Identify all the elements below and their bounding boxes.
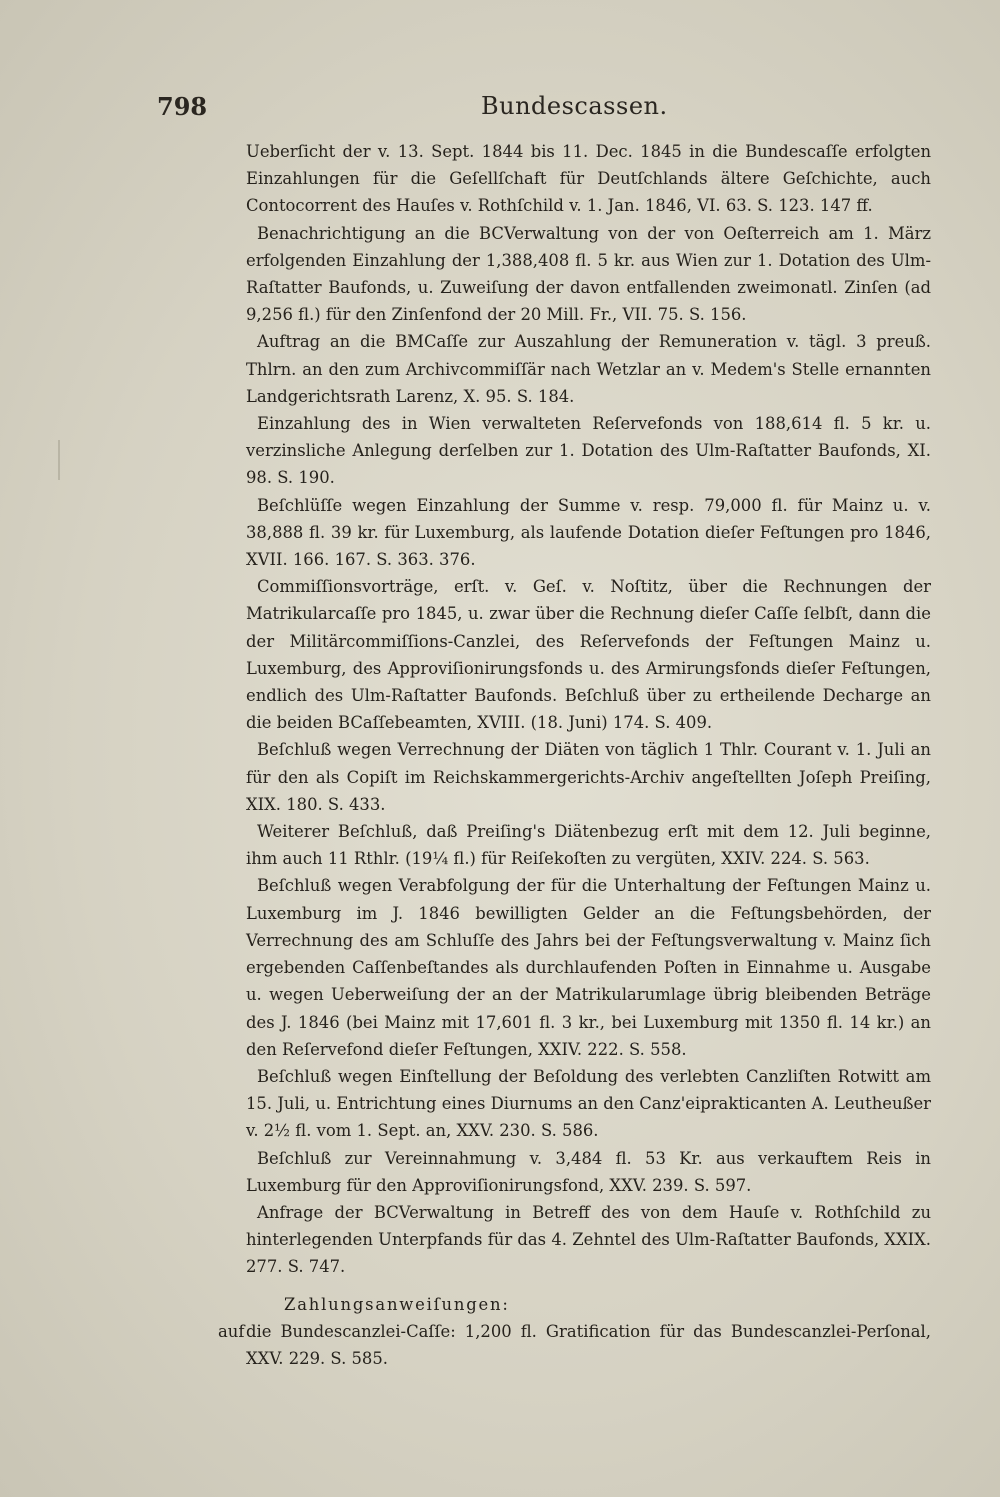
index-entry: Auftrag an die BMCaſſe zur Auszahlung der Remuneration v. tägl. 3 preuß. Thlrn. an den zum Archivcommiſſär nach Wetzlar an v. Medem's Stelle ernannten Landgerichtsrath Larenz, X. 95. S. 184.: [246, 332, 931, 406]
index-entry: Anfrage der BCVerwaltung in Betreff des von dem Hauſe v. Rothſchild zu hinterlegenden Unterpfands für das 4. Zehntel des Ulm-Raſtatter Baufonds, XXIX. 277. S. 747.: [246, 1202, 931, 1277]
running-head: Bundescassen.: [481, 92, 668, 120]
page-header: [157, 92, 947, 128]
index-entry: Ueberſicht der v. 13. Sept. 1844 bis 11. Dec. 1845 in die Bundescaſſe erfolgten Einzahlungen für die Geſellſchaft für Deutſchlands ältere Geſchichte, auch Contocorrent des Hauſes v. Rothſchild v. 1. Jan. 1846, VI. 63. S. 123. 147 ff.: [246, 142, 931, 216]
index-entry: Beſchluß wegen Einſtellung der Beſoldung des verlebten Canzliſten Rotwitt am 15. Juli, u. Entrichtung eines Diurnums an den Canz'eiprakticanten A. Leutheußer v. 2½ fl. vom 1. Sept. an, XXV. 230. S. 586.: [246, 1066, 931, 1141]
index-entry: Beſchlüſſe wegen Einzahlung der Summe v. resp. 79,000 fl. für Mainz u. v. 38,888 fl. 39 kr. für Luxemburg, als laufende Dotation dieſer Feſtungen pro 1846, XVII. 166. 167. S. 363. 376.: [246, 495, 931, 570]
page-number: 798: [157, 92, 208, 121]
index-entry: Beſchluß wegen Verabfolgung der für die Unterhaltung der Feſtungen Mainz u. Luxemburg im J. 1846 bewilligten Gelder an die Feſtungsbehörden, der Verrechnung des am Schluſſe des Jahrs bei der Feſtungsverwaltung v. Mainz ſich ergebenden Caſſenbeſtandes als durchlaufenden Poſten in Einnahme u. Ausgabe u. wegen Ueberweiſung der an der Matrikularumlage übrig bleibenden Beträge des J. 1846 (bei Mainz mit 17,601 fl. 3 kr., bei Luxemburg mit 1350 fl. 14 kr.) an den Reſervefond dieſer Feſtungen, XXIV. 222. S. 558.: [246, 876, 931, 1059]
sub-entry-text: die Bundescanzlei-Caſſe: 1,200 fl. Gratification für das Bundescanzlei-Perſonal, XXV. 229. S. 585.: [246, 1321, 931, 1368]
margin-mark: [58, 440, 60, 480]
sub-entry: [218, 1318, 931, 1372]
index-entry: Beſchluß zur Vereinnahmung v. 3,484 fl. 53 Kr. aus verkauftem Reis in Luxemburg für den Approviſionirungsfond, XXV. 239. S. 597.: [246, 1148, 931, 1195]
sub-entry-lead: auf: [218, 1321, 245, 1341]
section-heading: Zahlungsanweiſungen:: [284, 1294, 510, 1314]
index-entry: Benachrichtigung an die BCVerwaltung von der von Oeſterreich am 1. März erfolgenden Einzahlung der 1,388,408 fl. 5 kr. aus Wien zur 1. Dotation des Ulm-Raſtatter Baufonds, u. Zuweiſung der davon entfallenden zweimonatl. Zinſen (ad 9,256 fl.) für den Zinſenfond der 20 Mill. Fr., VII. 75. S. 156.: [246, 223, 931, 325]
index-entry: Beſchluß wegen Verrechnung der Diäten von täglich 1 Thlr. Courant v. 1. Juli an für den als Copiſt im Reichskammergerichts-Archiv angeſtellten Joſeph Preiſing, XIX. 180. S. 433.: [246, 740, 931, 814]
index-entry: Einzahlung des in Wien verwalteten Reſervefonds von 188,614 fl. 5 kr. u. verzinsliche Anlegung derſelben zur 1. Dotation des Ulm-Raſtatter Baufonds, XI. 98. S. 190.: [246, 414, 931, 488]
index-entry: Commiſſionsvorträge, erſt. v. Geſ. v. Noſtitz, über die Rechnungen der Matrikularcaſſe pro 1845, u. zwar über die Rechnung dieſer Caſſe ſelbſt, dann die der Militärcommiſſions-Canzlei, des Reſervefonds der Feſtungen Mainz u. Luxemburg, des Approviſionirungsfonds u. des Armirungsfonds dieſer Feſtungen, endlich des Ulm-Raſtatter Baufonds. Beſchluß über zu ertheilende Decharge an die beiden BCaſſebeamten, XVIII. (18. Juni) 174. S. 409.: [246, 577, 931, 733]
index-entry: Weiterer Beſchluß, daß Preiſing's Diätenbezug erſt mit dem 12. Juli beginne, ihm auch 11 Rthlr. (19¼ fl.) für Reiſekoſten zu vergüten, XXIV. 224. S. 563.: [246, 822, 931, 869]
body-text: [218, 138, 931, 1372]
